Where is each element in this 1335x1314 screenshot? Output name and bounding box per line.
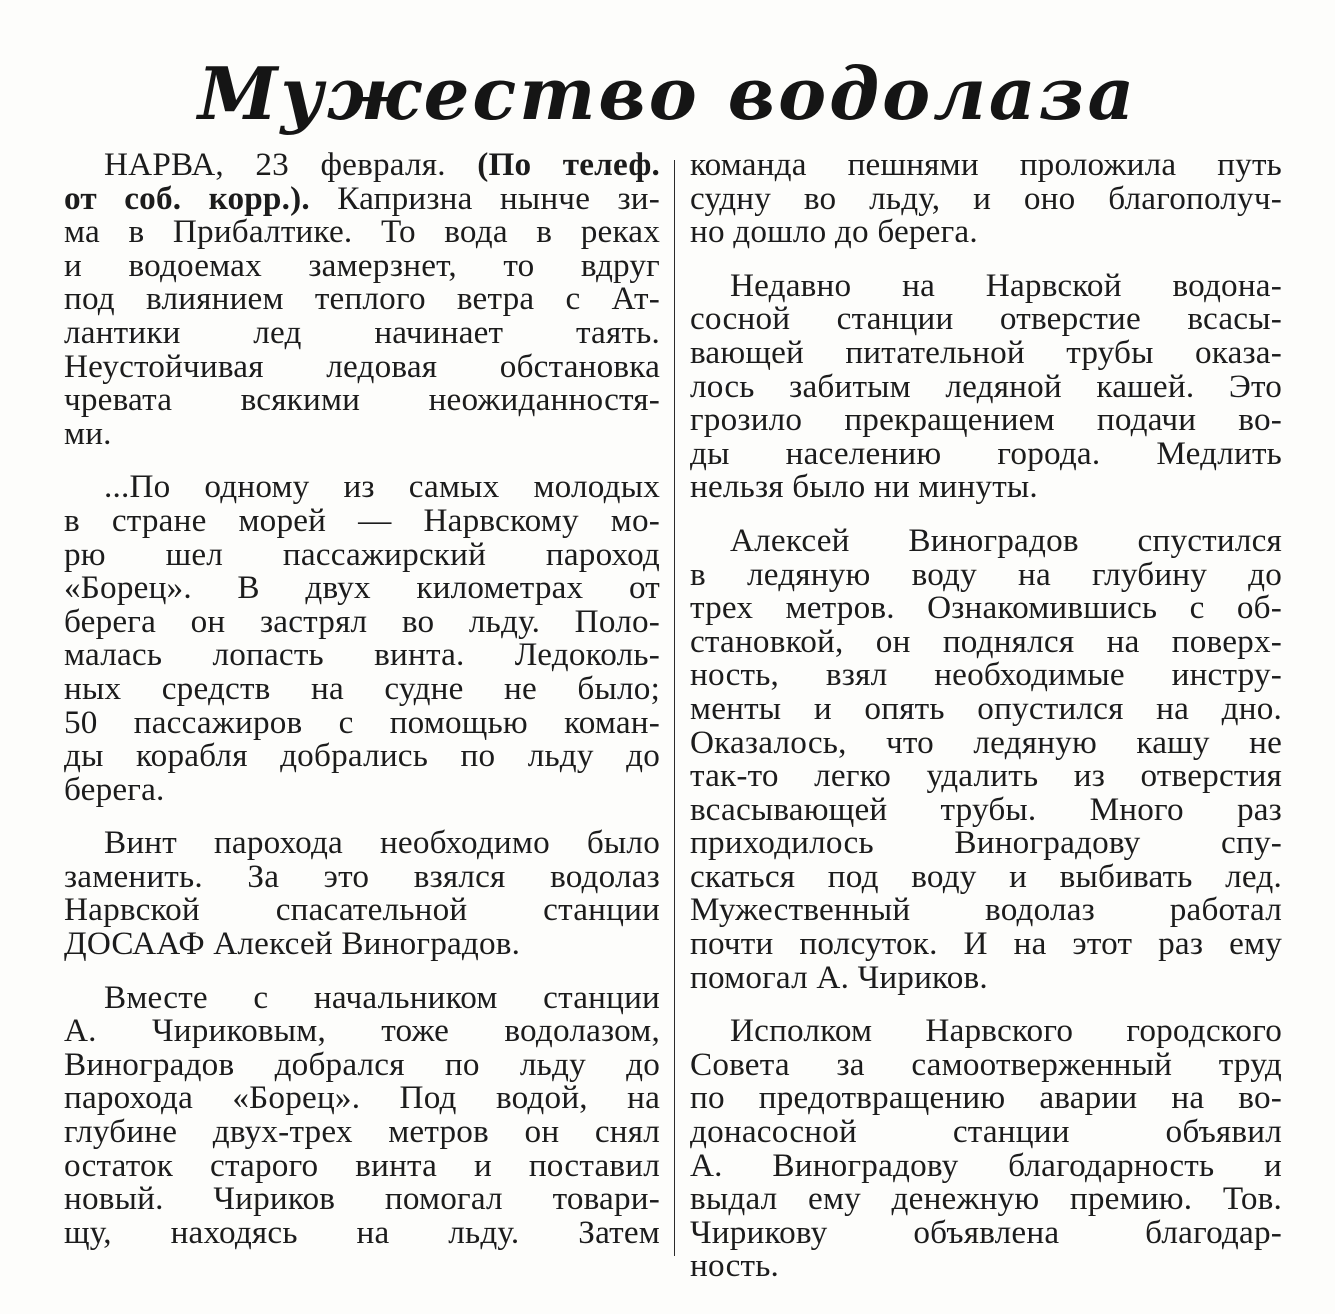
- text-line: лантики лед начинает таять.: [64, 313, 660, 351]
- text-line: ность, взял необходимые инстру-: [690, 656, 1282, 694]
- text-line: Чирикову объявлена благодар-: [690, 1213, 1282, 1251]
- text-line: Совета за самоотверженный труд: [690, 1045, 1282, 1083]
- text-line: но дошло до берега.: [690, 213, 978, 251]
- text-line: 50 пассажиров с помощью коман-: [64, 703, 660, 741]
- text-line: нельзя было ни минуты.: [690, 468, 1038, 506]
- text-line: скаться под воду и выбивать лед.: [690, 857, 1282, 895]
- text-line: всасывающей трубы. Много раз: [690, 790, 1282, 828]
- text-line: парохода «Борец». Под водой, на: [64, 1079, 660, 1117]
- text-line: рю шел пассажирский пароход: [64, 535, 660, 573]
- text-line: остаток старого винта и поставил: [64, 1146, 660, 1184]
- text-line: ды корабля добрались по льду до: [64, 737, 660, 775]
- text-line: под влиянием теплого ветра с Ат-: [64, 280, 660, 318]
- text-line: лось забитым ледяной кашей. Это: [690, 367, 1282, 405]
- text-line: ды населению города. Медлить: [690, 434, 1282, 472]
- text-line: ДОСААФ Алексей Виноградов.: [64, 925, 521, 963]
- text-line: берега он застрял во льду. Поло-: [64, 602, 660, 640]
- text-line: Алексей Виноградов спустился: [730, 521, 1282, 559]
- text-line: берега.: [64, 770, 165, 808]
- source-credit-cont: от соб. корр.).: [64, 179, 310, 217]
- text-line: малась лопасть винта. Ледоколь-: [64, 636, 660, 674]
- text-line: чревата всякими неожиданностя-: [64, 381, 660, 419]
- text-line: А. Чириковым, тоже водолазом,: [64, 1012, 660, 1050]
- text-line: Оказалось, что ледяную кашу не: [690, 723, 1282, 761]
- left-column: [64, 148, 660, 1249]
- text-line: Исполком Нарвского городского: [730, 1012, 1282, 1050]
- text-line: Виноградов добрался по льду до: [64, 1045, 660, 1083]
- text-line: менты и опять опустился на дно.: [690, 689, 1282, 727]
- text-line: А. Виноградову благодарность и: [690, 1146, 1282, 1184]
- text-line: выдал ему денежную премию. Тов.: [690, 1180, 1282, 1218]
- text-line: ность.: [690, 1247, 780, 1285]
- text-line: и водоемах замерзнет, то вдруг: [64, 246, 660, 284]
- text-line: Нарвской спасательной станции: [64, 891, 660, 929]
- credit-line: [64, 179, 661, 217]
- right-column: [690, 148, 1282, 1283]
- text-line: новый. Чириков помогал товари-: [64, 1180, 660, 1218]
- text-line: в ледяную воду на глубину до: [690, 555, 1282, 593]
- text-line: в стране морей — Нарвскому мо-: [64, 501, 660, 539]
- text-line: заменить. За это взялся водолаз: [64, 857, 660, 895]
- text-line: команда пешнями проложила путь: [690, 146, 1282, 183]
- text-line: ...По одному из самых молодых: [104, 468, 660, 506]
- text-line: приходилось Виноградову спу-: [690, 824, 1282, 862]
- text-line: ных средств на судне не было;: [64, 669, 660, 707]
- text-line: ма в Прибалтике. То вода в реках: [64, 213, 660, 251]
- lead-text: Капризна нынче зи-: [337, 179, 661, 217]
- text-line: Неустойчивая ледовая обстановка: [64, 347, 660, 385]
- column-divider: [674, 160, 675, 1256]
- text-line: так-то легко удалить из отверстия: [690, 757, 1282, 795]
- dateline-line: [64, 148, 660, 182]
- dateline: НАРВА, 23 февраля.: [104, 146, 446, 183]
- article-headline: Мужество водолаза: [197, 51, 1138, 136]
- text-line: «Борец». В двух километрах от: [64, 569, 660, 607]
- text-line: щу, находясь на льду. Затем: [64, 1213, 660, 1251]
- text-line: Винт парохода необходимо было: [104, 824, 660, 862]
- text-line: донасосной станции объявил: [690, 1113, 1282, 1151]
- text-line: сосной станции отверстие всасы-: [690, 300, 1282, 338]
- source-credit: (По телеф.: [477, 146, 660, 183]
- text-line: почти полсуток. И на этот раз ему: [690, 925, 1282, 963]
- text-line: Мужественный водолаз работал: [690, 891, 1282, 929]
- text-line: вающей питательной трубы оказа-: [690, 333, 1282, 371]
- text-line: помогал А. Чириков.: [690, 958, 988, 996]
- text-line: становкой, он поднялся на поверх-: [690, 622, 1282, 660]
- text-line: трех метров. Ознакомившись с об-: [690, 589, 1282, 627]
- text-line: Недавно на Нарвской водона-: [730, 266, 1282, 304]
- text-line: Вместе с начальником станции: [104, 978, 660, 1016]
- text-line: по предотвращению аварии на во-: [690, 1079, 1282, 1117]
- text-line: судну во льду, и оно благополуч-: [690, 179, 1282, 217]
- text-line: грозило прекращением подачи во-: [690, 401, 1282, 439]
- text-line: ми.: [64, 414, 112, 452]
- text-line: глубине двух-трех метров он снял: [64, 1113, 660, 1151]
